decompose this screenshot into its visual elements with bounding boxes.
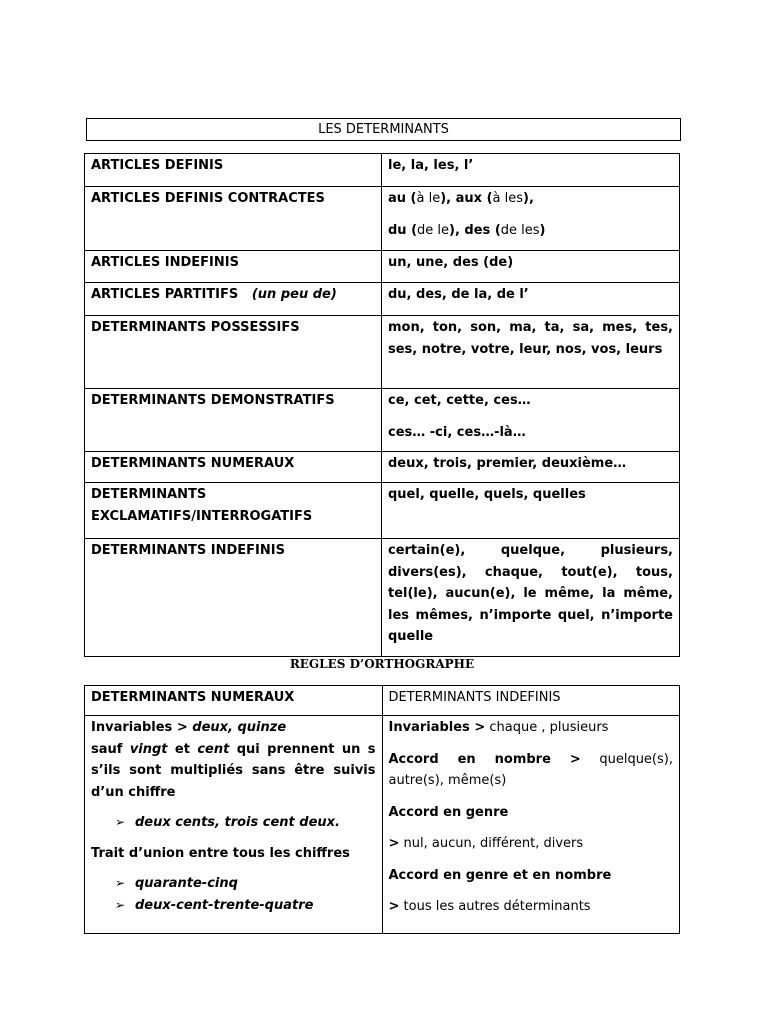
nombre-line: Accord en nombre > quelque(s), autre(s), même(s) bbox=[388, 751, 673, 788]
table-row bbox=[85, 686, 680, 716]
sauf-paragraph: sauf vingt et cent qui prennent un s s’ils sont multipliés sans être suivis d’un chiffre bbox=[91, 741, 376, 800]
arrow-bullet-icon: ➢ bbox=[115, 897, 126, 912]
invariables-line: Invariables > chaque , plusieurs bbox=[388, 720, 609, 735]
category-cell: DETERMINANTS INDEFINIS bbox=[85, 539, 382, 657]
category-cell: ARTICLES DEFINIS CONTRACTES bbox=[85, 187, 382, 251]
category-cell: ARTICLES DEFINIS bbox=[85, 154, 382, 187]
contracte-line-1: au (à le), aux (à les), bbox=[388, 191, 534, 206]
examples-cell: certain(e), quelque, plusieurs, divers(es), chaque, tout(e), tous, tel(le), aucun(e), le même, la même, les mêmes, n’importe quel, n’importe quelle bbox=[382, 539, 680, 657]
table-row bbox=[85, 316, 680, 389]
examples-cell: le, la, les, l’ bbox=[382, 154, 680, 187]
category-cell: DETERMINANTS EXCLAMATIFS/INTERROGATIFS bbox=[85, 483, 382, 539]
table-row bbox=[85, 539, 680, 657]
genre-label: Accord en genre bbox=[388, 804, 509, 820]
bullet-item: ➢ quarante-cinq bbox=[91, 873, 376, 895]
table-row bbox=[85, 483, 680, 539]
arrow-bullet-icon: ➢ bbox=[115, 815, 126, 829]
numeraux-rules-cell bbox=[85, 716, 383, 934]
indefinis-rules-cell bbox=[382, 716, 680, 934]
examples-cell bbox=[382, 187, 680, 251]
document-title: LES DETERMINANTS bbox=[86, 118, 681, 141]
genre-nombre-label: Accord en genre et en nombre bbox=[388, 867, 612, 883]
category-cell: ARTICLES INDEFINIS bbox=[85, 251, 382, 283]
category-cell: ARTICLES PARTITIFS (un peu de) bbox=[85, 283, 382, 316]
examples-cell: mon, ton, son, ma, ta, sa, mes, tes, ses, notre, votre, leur, nos, vos, leurs bbox=[382, 316, 680, 389]
genre-line: > nul, aucun, différent, divers bbox=[388, 836, 584, 851]
arrow-bullet-icon: ➢ bbox=[115, 876, 126, 890]
category-cell: DETERMINANTS POSSESSIFS bbox=[85, 316, 382, 389]
right-header: DETERMINANTS INDEFINIS bbox=[382, 686, 680, 716]
examples-cell: quel, quelle, quels, quelles bbox=[382, 483, 680, 539]
table-row bbox=[85, 283, 680, 316]
trait-union-line: Trait d’union entre tous les chiffres bbox=[91, 845, 350, 861]
table-row bbox=[85, 389, 680, 452]
table-row bbox=[85, 251, 680, 283]
category-cell: DETERMINANTS DEMONSTRATIFS bbox=[85, 389, 382, 452]
demonstratif-line-2: ces… -ci, ces…-là… bbox=[388, 424, 526, 440]
category-cell: DETERMINANTS NUMERAUX bbox=[85, 452, 382, 483]
left-header: DETERMINANTS NUMERAUX bbox=[85, 686, 383, 716]
determinants-table bbox=[84, 153, 680, 657]
partitif-note: (un peu de) bbox=[251, 287, 337, 302]
demonstratif-line-1: ce, cet, cette, ces… bbox=[388, 393, 531, 408]
rules-table bbox=[84, 685, 680, 934]
invariables-line: Invariables > deux, quinze bbox=[91, 720, 287, 735]
bullet-item: ➢ deux cents, trois cent deux. bbox=[91, 812, 376, 834]
table-row bbox=[85, 716, 680, 934]
all-line: > tous les autres déterminants bbox=[388, 899, 591, 914]
table-row bbox=[85, 187, 680, 251]
rules-title: REGLES D’ORTHOGRAPHE bbox=[289, 657, 475, 671]
bullet-item: ➢ deux-cent-trente-quatre bbox=[91, 895, 376, 917]
contracte-line-2: du (de le), des (de les) bbox=[388, 222, 546, 238]
table-row bbox=[85, 452, 680, 483]
table-row bbox=[85, 154, 680, 187]
examples-cell: un, une, des (de) bbox=[382, 251, 680, 283]
examples-cell: du, des, de la, de l’ bbox=[382, 283, 680, 316]
examples-cell bbox=[382, 389, 680, 452]
examples-cell: deux, trois, premier, deuxième… bbox=[382, 452, 680, 483]
